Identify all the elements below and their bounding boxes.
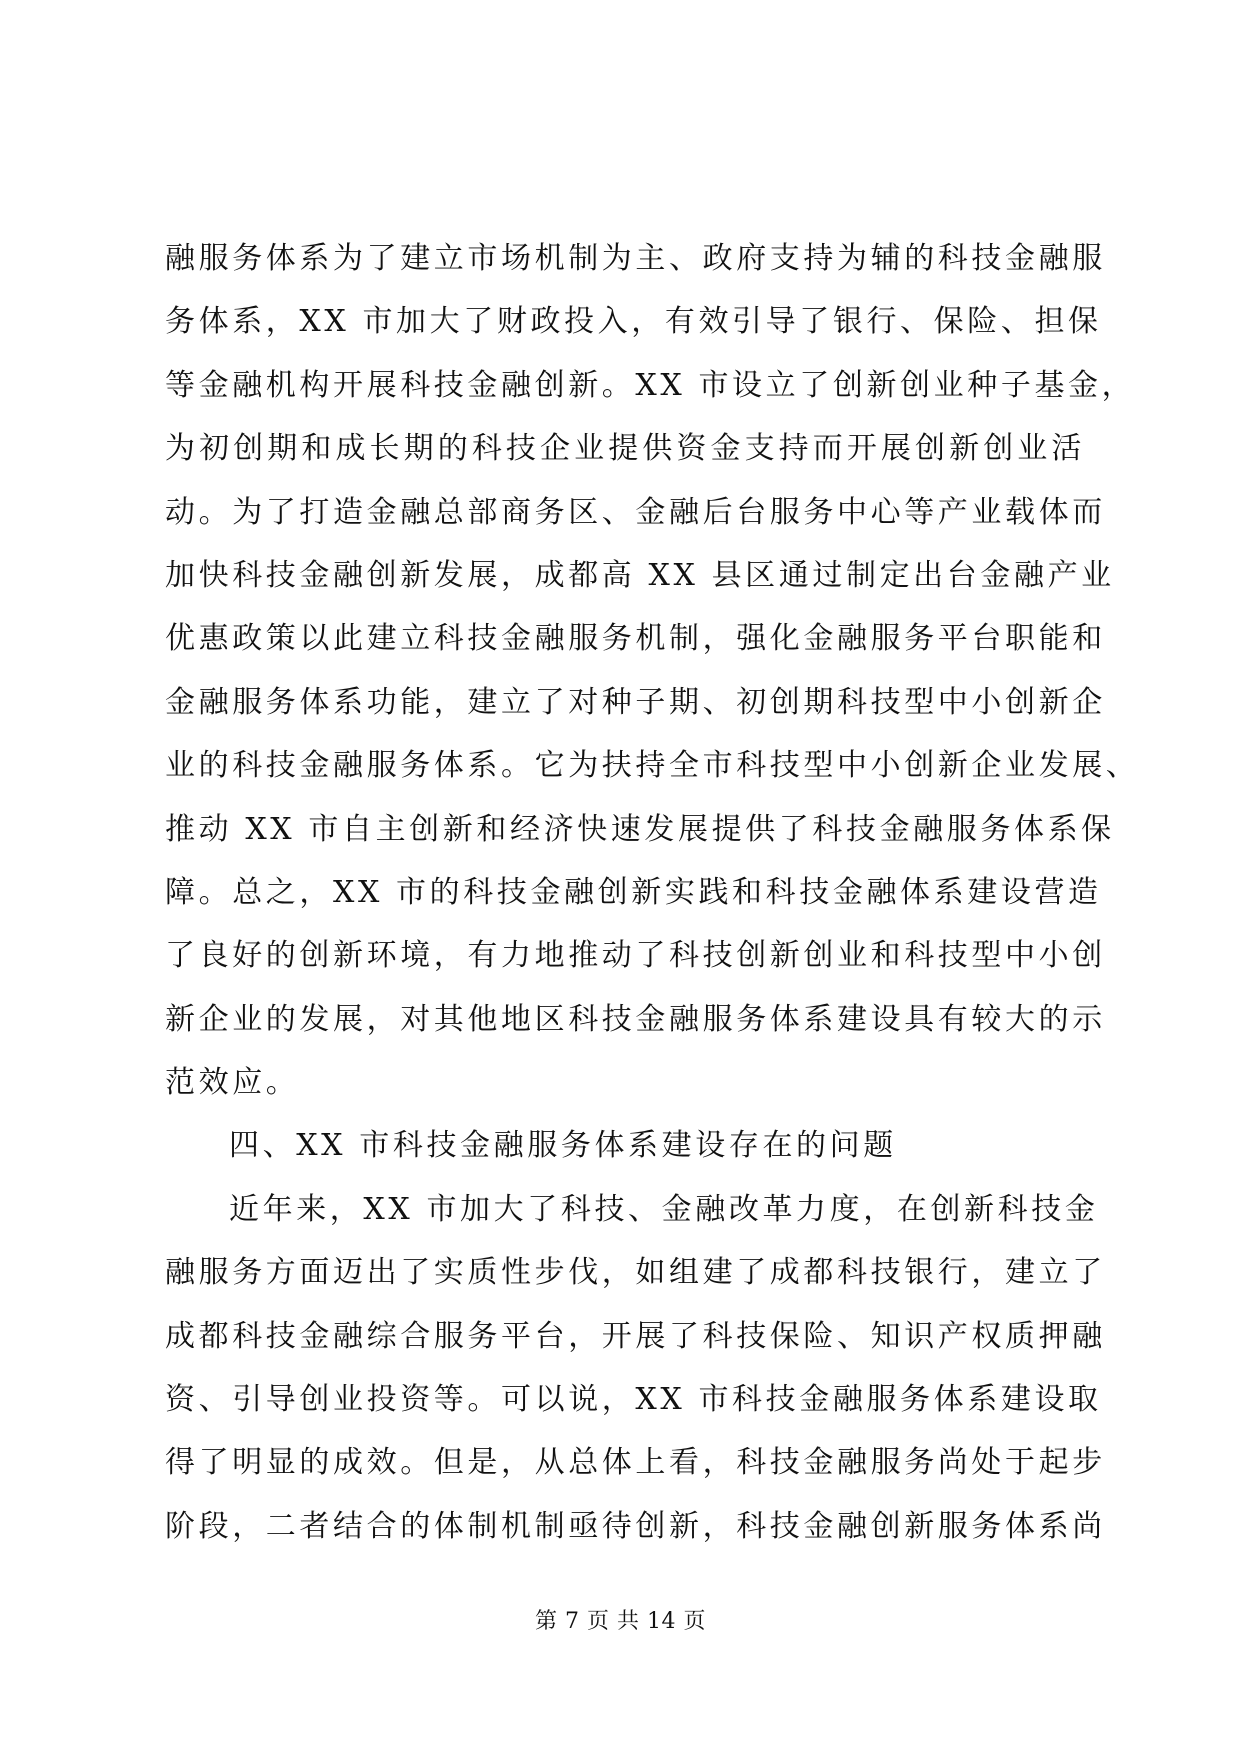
text-line: 加快科技金融创新发展，成都高 XX 县区通过制定出台金融产业 <box>165 557 1115 593</box>
text-line: 阶段，二者结合的体制机制亟待创新，科技金融创新服务体系尚 <box>165 1508 1106 1544</box>
text-line: 业的科技金融服务体系。它为扶持全市科技型中小创新企业发展、 <box>165 748 1140 784</box>
text-line: 为初创期和成长期的科技企业提供资金支持而开展创新创业活 <box>165 431 1085 467</box>
section-heading: 四、XX 市科技金融服务体系建设存在的问题 <box>229 1128 897 1164</box>
text-line: 动。为了打造金融总部商务区、金融后台服务中心等产业载体而 <box>165 494 1106 530</box>
text-line: 资、引导创业投资等。可以说，XX 市科技金融服务体系建设取 <box>165 1382 1102 1418</box>
text-line: 融服务体系为了建立市场机制为主、政府支持为辅的科技金融服 <box>165 241 1106 276</box>
text-line: 等金融机构开展科技金融创新。XX 市设立了创新创业种子基金， <box>165 367 1136 403</box>
text-line: 金融服务体系功能，建立了对种子期、初创期科技型中小创新企 <box>165 684 1106 720</box>
text-line: 范效应。 <box>165 1065 300 1101</box>
text-line: 新企业的发展，对其他地区科技金融服务体系建设具有较大的示 <box>165 1001 1106 1037</box>
text-line: 近年来，XX 市加大了科技、金融改革力度，在创新科技金 <box>229 1191 1099 1227</box>
text-line: 融服务方面迈出了实质性步伐，如组建了成都科技银行，建立了 <box>165 1255 1106 1291</box>
text-line: 了良好的创新环境，有力地推动了科技创新创业和科技型中小创 <box>165 938 1106 974</box>
body-text <box>165 227 1140 1558</box>
text-line: 障。总之，XX 市的科技金融创新实践和科技金融体系建设营造 <box>165 874 1102 910</box>
text-line: 成都科技金融综合服务平台，开展了科技保险、知识产权质押融 <box>165 1318 1106 1354</box>
text-line: 推动 XX 市自主创新和经济快速发展提供了科技金融服务体系保 <box>165 811 1115 847</box>
text-line: 务体系，XX 市加大了财政投入，有效引导了银行、保险、担保 <box>165 304 1102 340</box>
text-line: 优惠政策以此建立科技金融服务机制，强化金融服务平台职能和 <box>165 621 1106 657</box>
page-number-footer: 第 7 页 共 14 页 <box>535 1609 706 1634</box>
text-line: 得了明显的成效。但是，从总体上看，科技金融服务尚处于起步 <box>165 1445 1106 1481</box>
